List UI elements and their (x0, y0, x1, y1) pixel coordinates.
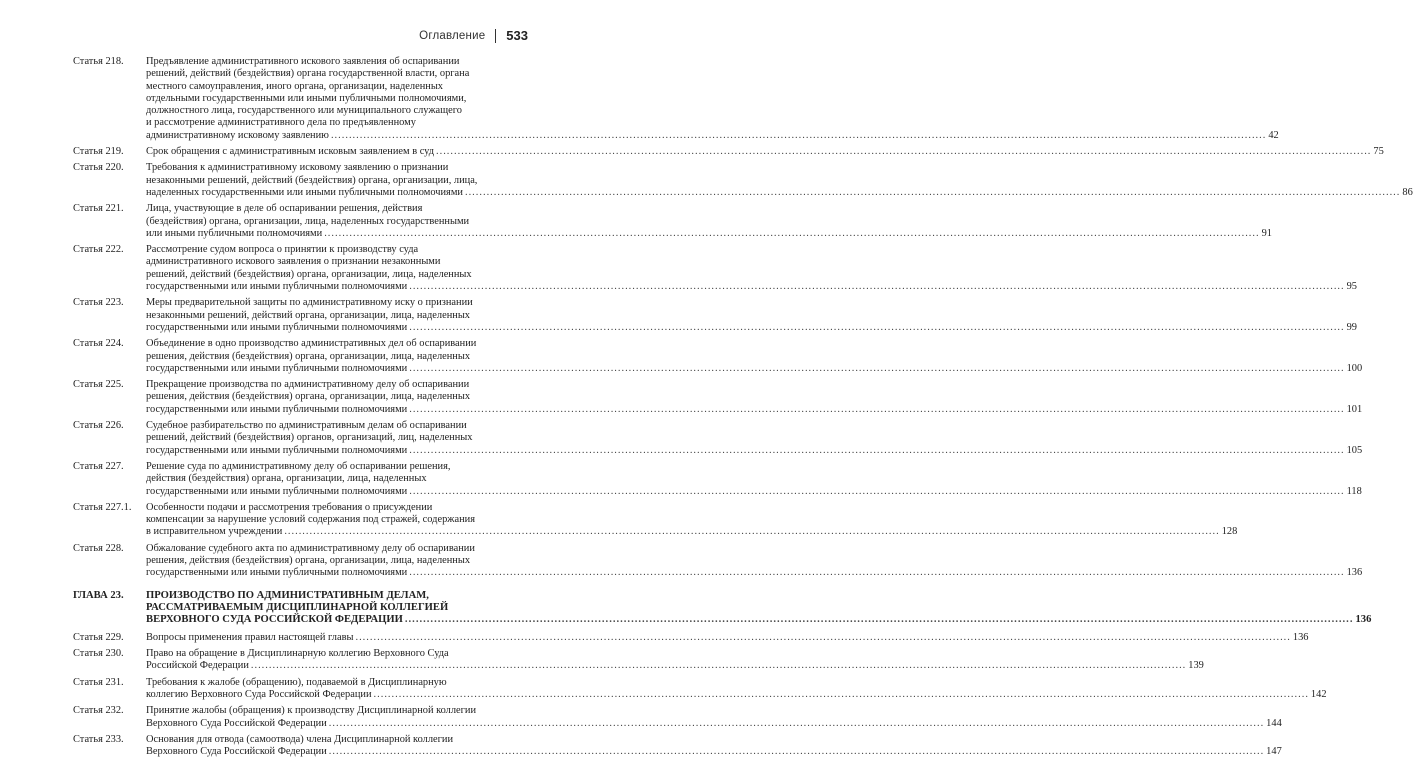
toc-entry (73, 146, 1384, 158)
header-divider (495, 29, 496, 43)
toc-entry-text (146, 203, 1272, 240)
toc-entry-line: или иными публичными полномочиями (146, 227, 323, 239)
toc-page-number: 139 (1188, 660, 1204, 672)
toc-page-number: 136 (1355, 614, 1372, 626)
toc-entry-label: Статья 226. (73, 420, 124, 432)
toc-entry-line: государственными или иными публичными полномочиями (146, 403, 408, 415)
toc-entry-label: Статья 223. (73, 297, 124, 309)
toc-entry-text (146, 338, 1362, 375)
toc-entry (73, 203, 1272, 240)
toc-entry-line: Срок обращения с административным исковым заявлением в суд (146, 146, 434, 158)
toc-entry-line: Лица, участвующие в деле об оспаривании решения, действия (146, 203, 423, 215)
toc-entry (73, 297, 1357, 334)
toc-entry-label: Статья 230. (73, 648, 124, 660)
toc-entry-line: решения, действия (бездействия) органа, организации, лица, наделенных (146, 554, 471, 566)
toc-entry-last-line (146, 404, 1362, 416)
dot-leader: .................................................................................................................................................................................................................................................................... (324, 227, 1260, 239)
toc-page-number: 100 (1346, 362, 1363, 374)
dot-leader: .................................................................................................................................................................................................................................................................... (330, 129, 1267, 141)
dot-leader: .................................................................................................................................................................................................................................................................... (409, 281, 1345, 293)
toc-entry-label: Статья 232. (73, 705, 124, 717)
toc-entry-last-line (146, 567, 1362, 579)
toc-page-number: 118 (1346, 485, 1362, 497)
toc-entry-line: Вопросы применения правил настоящей главы (146, 631, 354, 643)
toc-page-number: 99 (1346, 321, 1357, 333)
toc-entry-line: отдельными государственными или иными публичными полномочиями, (146, 92, 467, 104)
toc-entry-last-line (146, 445, 1362, 457)
page-number: 533 (506, 28, 528, 43)
header-title: Оглавление (419, 29, 486, 42)
toc-entry-label: Статья 221. (73, 203, 124, 215)
toc-entry (73, 705, 1282, 730)
dot-leader: .................................................................................................................................................................................................................................................................... (464, 186, 1401, 198)
toc-entry-label: Статья 225. (73, 379, 124, 391)
toc-entry-text (146, 297, 1357, 334)
toc-entry-line: незаконными решений, действий органа, организации, лица, наделенных (146, 309, 470, 321)
toc-entry-line: решений, действий (бездействия) органов, организаций, лиц, наделенных (146, 432, 473, 444)
toc-entry-line: Верховного Суда Российской Федерации (146, 717, 327, 729)
toc-entry (73, 631, 1309, 644)
toc-entry-line: Основания для отвода (самоотвода) члена Дисциплинарной коллегии (146, 733, 453, 745)
toc-entry-line: коллегию Верховного Суда Российской Федерации (146, 688, 372, 700)
toc-entry-last-line (146, 486, 1362, 498)
toc-page-number: 147 (1266, 746, 1282, 758)
toc-entry-label: Статья 222. (73, 244, 124, 256)
dot-leader: .................................................................................................................................................................................................................................................................... (409, 485, 1345, 497)
toc-entry-line: Российской Федерации (146, 660, 249, 672)
toc-entry-line: Прекращение производства по административному делу об оспаривании (146, 379, 470, 391)
toc-entry-last-line (146, 660, 1204, 672)
toc-entry-line: решений, действий (бездействия) органа государственной власти, органа (146, 68, 470, 80)
toc-entry-text (146, 461, 1362, 498)
toc-entry-line: Требования к жалобе (обращению), подаваемой в Дисциплинарную (146, 676, 447, 688)
toc-entry-text (146, 543, 1362, 580)
toc-entry-text (146, 648, 1204, 673)
toc-entry-last-line (146, 689, 1327, 701)
toc-entry-line: Объединение в одно производство административных дел об оспаривании (146, 338, 477, 350)
toc-entry-text (146, 502, 1237, 539)
toc-entry-label: Статья 220. (73, 162, 124, 174)
toc-entry-line: государственными или иными публичными полномочиями (146, 281, 408, 293)
toc-entry-line: административного искового заявления о признании незаконными (146, 256, 441, 268)
toc-entry-line: (бездействия) органа, организации, лица, наделенных государственными (146, 215, 470, 227)
toc-entry-label: Статья 218. (73, 56, 124, 67)
toc-entry-line: государственными или иными публичными полномочиями (146, 444, 408, 456)
toc-entry-text (146, 677, 1327, 702)
dot-leader: .................................................................................................................................................................................................................................................................... (404, 614, 1354, 626)
toc-entry-text (146, 632, 1308, 644)
toc-entry (73, 648, 1204, 673)
toc-entry-last-line (146, 146, 1384, 158)
toc-entry-label: Статья 229. (73, 631, 124, 643)
toc-entry-label: Статья 224. (73, 338, 124, 350)
toc-page-number: 75 (1373, 146, 1384, 158)
toc-entry (73, 338, 1363, 375)
toc-entry (73, 162, 1413, 199)
toc-entry-label: ГЛАВА 23. (73, 589, 124, 601)
dot-leader: .................................................................................................................................................................................................................................................................... (373, 688, 1309, 700)
dot-leader: .................................................................................................................................................................................................................................................................... (409, 567, 1345, 579)
toc-page-number: 105 (1346, 444, 1363, 456)
toc-entry-text (146, 146, 1384, 158)
running-header (419, 28, 528, 43)
toc-page-number: 144 (1266, 717, 1282, 729)
toc-entry-line: ВЕРХОВНОГО СУДА РОССИЙСКОЙ ФЕДЕРАЦИИ (146, 614, 403, 626)
toc-entry-last-line (146, 187, 1413, 199)
dot-leader: .................................................................................................................................................................................................................................................................... (328, 717, 1265, 729)
toc-page-number: 142 (1310, 688, 1327, 700)
dot-leader: .................................................................................................................................................................................................................................................................... (328, 746, 1265, 758)
toc-entry-line: Требования к административному исковому заявлению о признании (146, 162, 449, 174)
toc-entry-text (146, 56, 1279, 142)
toc-entry-line: административному исковому заявлению (146, 129, 329, 141)
toc-entry-last-line (146, 632, 1308, 644)
toc-entry-label: Статья 228. (73, 542, 124, 554)
toc-entry-line: Право на обращение в Дисциплинарную коллегию Верховного Суда (146, 648, 449, 660)
toc-entry-line: ПРОИЗВОДСТВО ПО АДМИНИСТРАТИВНЫМ ДЕЛАМ, (146, 589, 429, 601)
dot-leader: .................................................................................................................................................................................................................................................................... (409, 362, 1345, 374)
toc-entry-last-line (146, 526, 1237, 538)
dot-leader: .................................................................................................................................................................................................................................................................... (284, 526, 1220, 538)
toc-entry-line: местного самоуправления, иного органа, организации, наделенных (146, 80, 443, 92)
toc-entry-line: действия (бездействия) органа, организации, лица, наделенных (146, 473, 427, 485)
toc-entry-text (146, 379, 1362, 416)
toc-chapter-entry (73, 589, 1372, 627)
toc-entry-label: Статья 227.1. (73, 501, 132, 513)
toc-page-number: 136 (1292, 631, 1309, 643)
toc-entry-last-line (146, 281, 1357, 293)
dot-leader: .................................................................................................................................................................................................................................................................... (409, 321, 1345, 333)
toc-page-number: 91 (1261, 227, 1272, 239)
toc-entry-line: Особенности подачи и рассмотрения требования о присуждении (146, 501, 433, 513)
toc-page-number: 128 (1221, 526, 1238, 538)
toc-entry (73, 56, 1279, 142)
toc-entry-line: Решение суда по административному делу об оспаривании решения, (146, 460, 451, 472)
toc-entry (73, 379, 1363, 416)
toc-entry-line: незаконными решений, действий (бездействия) органа, организации, лица, (146, 174, 478, 186)
toc-entry (73, 420, 1363, 457)
toc-entry-text (146, 590, 1371, 627)
toc-page-number: 95 (1346, 281, 1357, 293)
toc-entry-line: РАССМАТРИВАЕМЫМ ДИСЦИПЛИНАРНОЙ КОЛЛЕГИЕЙ (146, 601, 449, 613)
table-of-contents (73, 56, 1413, 762)
toc-entry-line: государственными или иными публичными полномочиями (146, 485, 408, 497)
toc-entry-text (146, 420, 1362, 457)
toc-entry (73, 460, 1362, 498)
dot-leader: .................................................................................................................................................................................................................................................................... (436, 146, 1372, 158)
toc-entry (73, 733, 1282, 759)
toc-entry-text (146, 162, 1413, 199)
toc-entry-line: и рассмотрение административного дела по предъявленному (146, 117, 416, 129)
toc-entry-label: Статья 233. (73, 733, 124, 745)
toc-page-number: 136 (1346, 567, 1363, 579)
dot-leader: .................................................................................................................................................................................................................................................................... (409, 444, 1345, 456)
toc-entry-label: Статья 227. (73, 460, 124, 472)
toc-entry-line: решений, действий (бездействия) органа, организации, лица, наделенных (146, 268, 472, 280)
toc-page-number: 101 (1346, 403, 1363, 415)
toc-entry-line: государственными или иными публичными полномочиями (146, 321, 408, 333)
toc-entry-line: Верховного Суда Российской Федерации (146, 746, 327, 758)
toc-entry-line: государственными или иными публичными полномочиями (146, 567, 408, 579)
toc-entry-line: наделенных государственными или иными публичными полномочиями (146, 186, 463, 198)
toc-entry-text (146, 244, 1357, 293)
toc-entry-line: в исправительном учреждении (146, 526, 283, 538)
toc-entry (73, 676, 1327, 702)
toc-entry (73, 542, 1363, 580)
toc-entry-line: должностного лица, государственного или муниципального служащего (146, 105, 462, 117)
toc-entry-line: Меры предварительной защиты по административному иску о признании (146, 297, 473, 309)
toc-entry-line: Судебное разбирательство по административным делам об оспаривании (146, 420, 467, 432)
toc-entry-line: Рассмотрение судом вопроса о принятии к производству суда (146, 244, 419, 256)
toc-page-number: 86 (1402, 186, 1413, 198)
dot-leader: .................................................................................................................................................................................................................................................................... (250, 660, 1187, 672)
toc-entry-last-line (146, 363, 1362, 375)
toc-entry-label: Статья 231. (73, 676, 124, 688)
toc-entry-line: Принятие жалобы (обращения) к производству Дисциплинарной коллегии (146, 705, 477, 717)
toc-page-number: 42 (1268, 129, 1279, 141)
toc-entry-last-line (146, 130, 1279, 142)
toc-entry-line: Обжалование судебного акта по административному делу об оспаривании (146, 542, 475, 554)
toc-entry-label: Статья 219. (73, 146, 124, 158)
toc-entry-line: решения, действия (бездействия) органа, организации, лица, наделенных (146, 391, 471, 403)
toc-entry-line: решения, действия (бездействия) органа, организации, лица, наделенных (146, 350, 471, 362)
toc-entry-text (146, 705, 1282, 730)
toc-entry-line: Предъявление административного искового заявления об оспаривании (146, 56, 460, 67)
dot-leader: .................................................................................................................................................................................................................................................................... (355, 631, 1291, 643)
toc-entry-last-line (146, 746, 1282, 758)
toc-entry-line: государственными или иными публичными полномочиями (146, 362, 408, 374)
toc-entry (73, 501, 1238, 539)
toc-entry-line: компенсации за нарушение условий содержания под стражей, содержания (146, 514, 475, 526)
toc-entry-last-line (146, 322, 1357, 334)
toc-entry (73, 244, 1357, 293)
dot-leader: .................................................................................................................................................................................................................................................................... (409, 403, 1345, 415)
toc-entry-last-line (146, 718, 1282, 730)
toc-entry-last-line (146, 614, 1371, 626)
toc-entry-last-line (146, 228, 1272, 240)
toc-entry-text (146, 734, 1282, 759)
